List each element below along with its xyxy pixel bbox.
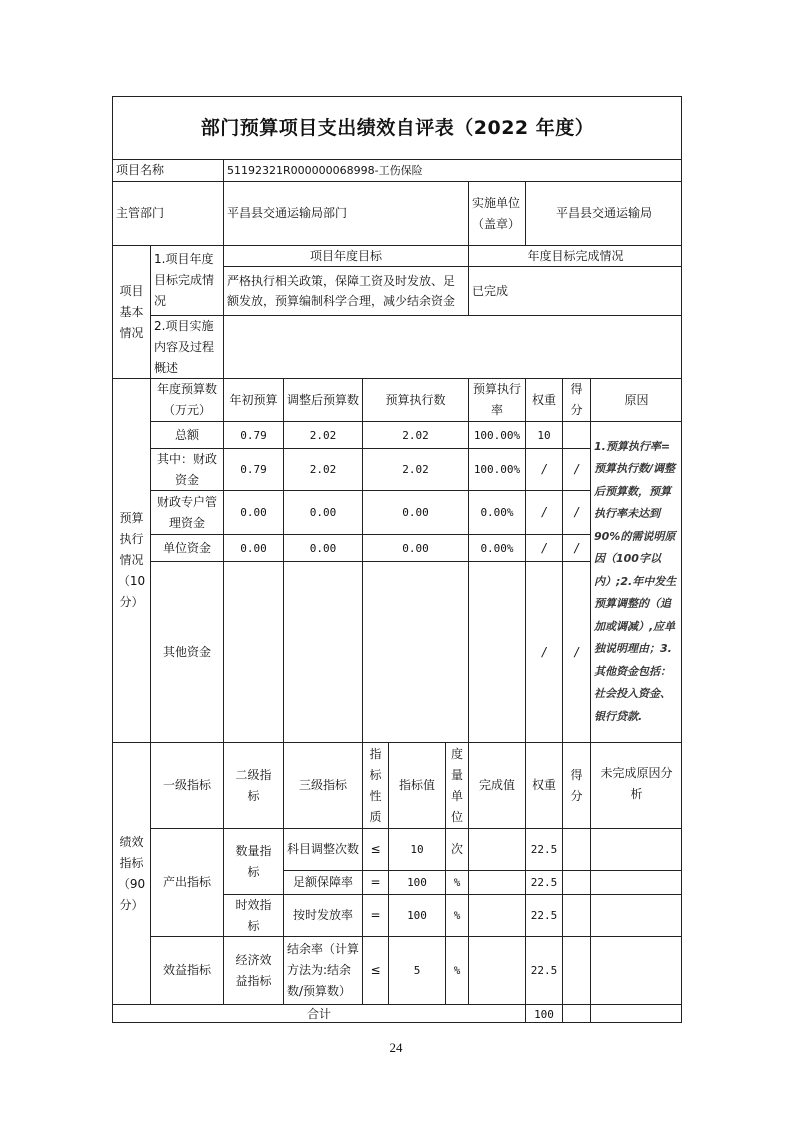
budget-header-weight: 权重 bbox=[525, 378, 562, 421]
budget-header-annual: 年度预算数（万元） bbox=[150, 378, 223, 421]
perf-row-weight: 22.5 bbox=[525, 870, 562, 894]
budget-row-executed bbox=[362, 561, 468, 742]
budget-row-executed: 2.02 bbox=[362, 448, 468, 490]
perf-level1-output: 产出指标 bbox=[150, 828, 223, 936]
budget-row-rate: 100.00% bbox=[468, 448, 525, 490]
perf-header-unit: 度量单位 bbox=[445, 742, 468, 828]
perf-level1-benefit: 效益指标 bbox=[150, 936, 223, 1004]
budget-row-rate: 100.00% bbox=[468, 421, 525, 448]
perf-row-value: 100 bbox=[388, 870, 445, 894]
completion-header: 年度目标完成情况 bbox=[468, 245, 682, 266]
budget-row-executed: 0.00 bbox=[362, 490, 468, 534]
total-reason bbox=[590, 1004, 682, 1023]
project-name-label: 项目名称 bbox=[113, 159, 223, 181]
perf-row-value: 100 bbox=[388, 894, 445, 936]
perf-header-level1: 一级指标 bbox=[150, 742, 223, 828]
budget-header-reason: 原因 bbox=[590, 378, 682, 421]
budget-row-adjusted bbox=[283, 561, 362, 742]
budget-row-initial bbox=[223, 561, 283, 742]
completion-text: 已完成 bbox=[468, 266, 682, 315]
budget-row-executed: 0.00 bbox=[362, 534, 468, 561]
perf-header-level2: 二级指标 bbox=[223, 742, 283, 828]
budget-header-executed: 预算执行数 bbox=[362, 378, 468, 421]
budget-row-score: / bbox=[562, 534, 590, 561]
perf-row-nature: = bbox=[362, 870, 388, 894]
perf-header-level3: 三级指标 bbox=[283, 742, 362, 828]
budget-row-adjusted: 2.02 bbox=[283, 421, 362, 448]
budget-row-weight: / bbox=[525, 534, 562, 561]
page-number: 24 bbox=[389, 1040, 403, 1055]
project-name-value: 51192321R000000068998-工伤保险 bbox=[223, 159, 682, 181]
perf-row-score bbox=[562, 894, 590, 936]
perf-row-value: 10 bbox=[388, 828, 445, 870]
perf-row-score bbox=[562, 936, 590, 1004]
perf-row-nature: ≤ bbox=[362, 936, 388, 1004]
budget-row-label: 其中：财政资金 bbox=[150, 448, 223, 490]
perf-row-reason bbox=[590, 936, 682, 1004]
goal-text: 严格执行相关政策，保障工资及时发放、足额发放，预算编制科学合理，减少结余资金 bbox=[223, 266, 468, 315]
perf-row-unit: % bbox=[445, 870, 468, 894]
perf-row-score bbox=[562, 828, 590, 870]
impl-unit-value: 平昌县交通运输局 bbox=[525, 181, 682, 245]
budget-row-initial: 0.79 bbox=[223, 448, 283, 490]
basic-item1-label: 1.项目年度目标完成情况 bbox=[150, 245, 223, 315]
budget-row-weight: / bbox=[525, 490, 562, 534]
perf-row-weight: 22.5 bbox=[525, 894, 562, 936]
perf-row-nature: ≤ bbox=[362, 828, 388, 870]
budget-row-initial: 0.00 bbox=[223, 534, 283, 561]
budget-row-adjusted: 2.02 bbox=[283, 448, 362, 490]
budget-header-initial: 年初预算 bbox=[223, 378, 283, 421]
perf-row-done bbox=[468, 936, 525, 1004]
budget-row-rate: 0.00% bbox=[468, 534, 525, 561]
perf-row-reason bbox=[590, 870, 682, 894]
perf-row-value: 5 bbox=[388, 936, 445, 1004]
budget-row-rate: 0.00% bbox=[468, 490, 525, 534]
perf-row-level3: 结余率（计算方法为:结余数/预算数） bbox=[283, 936, 362, 1004]
budget-row-weight: / bbox=[525, 448, 562, 490]
page-title: 部门预算项目支出绩效自评表（2022 年度） bbox=[200, 116, 595, 139]
budget-row-initial: 0.00 bbox=[223, 490, 283, 534]
perf-row-done bbox=[468, 828, 525, 870]
perf-row-done bbox=[468, 894, 525, 936]
perf-section-label: 绩效指标（90分） bbox=[113, 742, 150, 1004]
budget-section-label: 预算执行情况（10分） bbox=[113, 378, 150, 742]
perf-row-done bbox=[468, 870, 525, 894]
goal-header: 项目年度目标 bbox=[223, 245, 468, 266]
perf-level2-economic: 经济效益指标 bbox=[223, 936, 283, 1004]
budget-row-score bbox=[562, 421, 590, 448]
perf-level2-quantity: 数量指标 bbox=[223, 828, 283, 894]
total-score bbox=[562, 1004, 590, 1023]
budget-row-adjusted: 0.00 bbox=[283, 490, 362, 534]
perf-row-reason bbox=[590, 828, 682, 870]
budget-row-adjusted: 0.00 bbox=[283, 534, 362, 561]
perf-row-nature: = bbox=[362, 894, 388, 936]
perf-header-nature: 指标性质 bbox=[362, 742, 388, 828]
basic-section-label: 项目基本情况 bbox=[113, 245, 150, 378]
budget-row-weight: / bbox=[525, 561, 562, 742]
budget-row-label: 其他资金 bbox=[150, 561, 223, 742]
perf-row-score bbox=[562, 870, 590, 894]
budget-row-score: / bbox=[562, 490, 590, 534]
budget-row-label: 总额 bbox=[150, 421, 223, 448]
budget-row-label: 单位资金 bbox=[150, 534, 223, 561]
perf-row-unit: % bbox=[445, 936, 468, 1004]
budget-row-executed: 2.02 bbox=[362, 421, 468, 448]
impl-unit-label: 实施单位（盖章） bbox=[468, 181, 525, 245]
budget-row-score: / bbox=[562, 448, 590, 490]
basic-item2-value bbox=[223, 315, 682, 378]
budget-row-rate bbox=[468, 561, 525, 742]
perf-row-unit: 次 bbox=[445, 828, 468, 870]
budget-row-weight: 10 bbox=[525, 421, 562, 448]
perf-header-value: 指标值 bbox=[388, 742, 445, 828]
perf-row-reason bbox=[590, 894, 682, 936]
basic-item2-label: 2.项目实施内容及过程概述 bbox=[150, 315, 223, 378]
perf-row-level3: 按时发放率 bbox=[283, 894, 362, 936]
perf-header-done: 完成值 bbox=[468, 742, 525, 828]
perf-row-weight: 22.5 bbox=[525, 828, 562, 870]
dept-label: 主管部门 bbox=[113, 181, 223, 245]
perf-header-weight: 权重 bbox=[525, 742, 562, 828]
perf-header-reason: 未完成原因分析 bbox=[590, 742, 682, 828]
perf-row-weight: 22.5 bbox=[525, 936, 562, 1004]
total-weight: 100 bbox=[525, 1004, 562, 1023]
budget-header-adjusted: 调整后预算数 bbox=[283, 378, 362, 421]
budget-row-score: / bbox=[562, 561, 590, 742]
budget-row-label: 财政专户管理资金 bbox=[150, 490, 223, 534]
dept-value: 平昌县交通运输局部门 bbox=[223, 181, 468, 245]
perf-header-score: 得分 bbox=[562, 742, 590, 828]
budget-header-rate: 预算执行率 bbox=[468, 378, 525, 421]
perf-row-level3: 科目调整次数 bbox=[283, 828, 362, 870]
budget-header-score: 得分 bbox=[562, 378, 590, 421]
perf-level2-timeliness: 时效指标 bbox=[223, 894, 283, 936]
budget-reason-note: 1.预算执行率=预算执行数/调整后预算数，预算执行率未达到90%的需说明原因（100字以内）;2.年中发生预算调整的（追加或调减）,应单独说明理由；3.其他资金包括：社会投入资金、银行贷款. bbox=[590, 421, 682, 742]
budget-row-initial: 0.79 bbox=[223, 421, 283, 448]
perf-row-unit: % bbox=[445, 894, 468, 936]
perf-row-level3: 足额保障率 bbox=[283, 870, 362, 894]
total-label: 合计 bbox=[113, 1004, 525, 1023]
